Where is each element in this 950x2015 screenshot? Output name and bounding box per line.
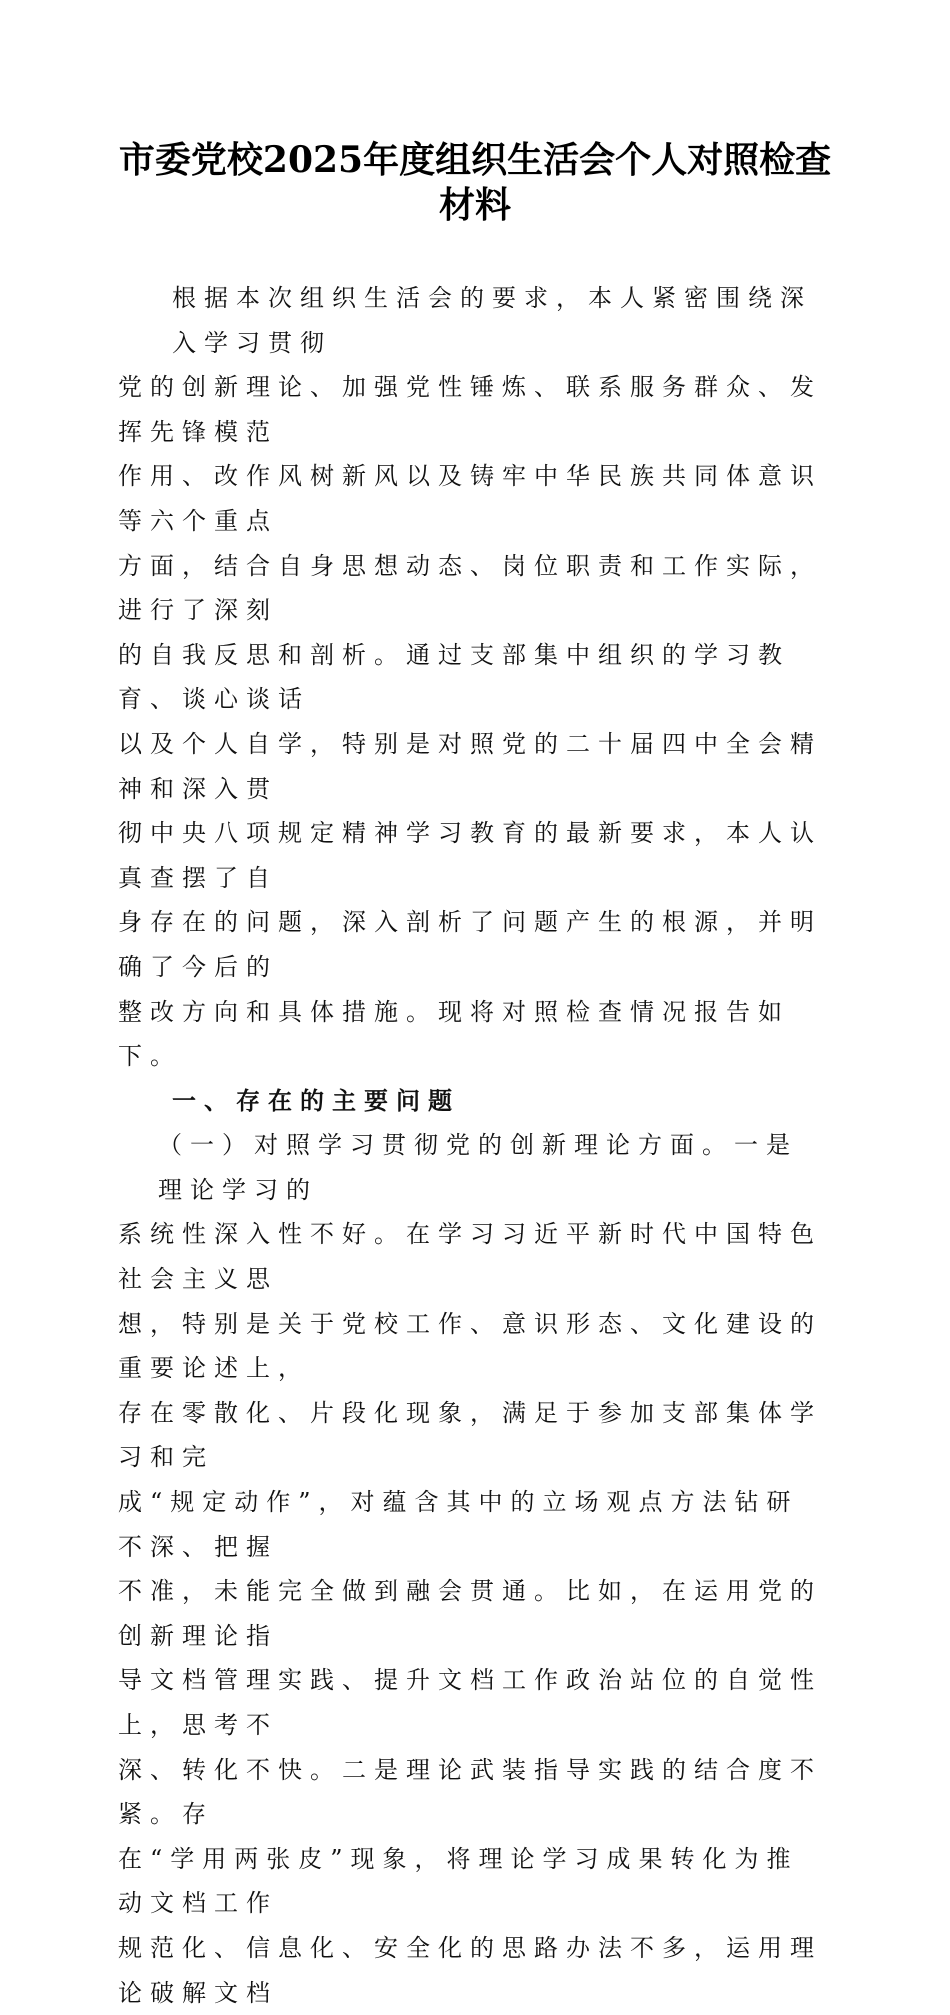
text-line: 在“学用两张皮”现象，将理论学习成果转化为推动文档工作 [118, 1844, 799, 1918]
text-line: 存在零散化、片段化现象，满足于参加支部集体学习和完 [118, 1398, 822, 1472]
text-line: 想，特别是关于党校工作、意识形态、文化建设的重要论述上， [118, 1309, 822, 1383]
intro-paragraph [118, 276, 828, 1079]
text-line: 导文档管理实践、提升文档工作政治站位的自觉性上，思考不 [118, 1666, 822, 1739]
text-line: 作用、改作风树新风以及铸牢中华民族共同体意识等六个重点 [118, 462, 822, 535]
title-line-2: 材料 [438, 184, 511, 226]
text-line: 成“规定动作”，对蕴含其中的立场观点方法钻研不深、把握 [118, 1488, 799, 1561]
text-line: 不准，未能完全做到融会贯通。比如，在运用党的创新理论指 [118, 1577, 822, 1650]
section-heading: 一、存在的主要问题 [172, 1086, 460, 1115]
text-line: 以及个人自学，特别是对照党的二十届四中全会精神和深入贯 [118, 729, 822, 803]
text-line: 方面，结合自身思想动态、岗位职责和工作实际，进行了深刻 [118, 551, 822, 625]
section-1-paragraph [118, 1123, 828, 2015]
text-line: 党的创新理论、加强党性锤炼、联系服务群众、发挥先锋模范 [118, 373, 822, 446]
text-line: 彻中央八项规定精神学习教育的最新要求，本人认真查摆了自 [118, 819, 822, 892]
text-line: 身存在的问题，深入剖析了问题产生的根源，并明确了今后的 [118, 908, 822, 981]
text-line: 深、转化不快。二是理论武装指导实践的结合度不紧。存 [118, 1755, 822, 1829]
document-body [118, 276, 828, 2015]
text-line: 系统性深入性不好。在学习习近平新时代中国特色社会主义思 [118, 1220, 822, 1294]
text-line: 的自我反思和剖析。通过支部集中组织的学习教育、谈心谈话 [118, 640, 790, 714]
text-line: 根据本次组织生活会的要求，本人紧密围绕深入学习贯彻 [172, 284, 812, 357]
title-line-1: 市委党校2025年度组织生活会个人对照检查 [118, 139, 832, 181]
text-line: 规范化、信息化、安全化的思路办法不多，运用理论破解文档 [118, 1933, 822, 2007]
text-line: 整改方向和具体措施。现将对照检查情况报告如下。 [118, 997, 790, 1071]
text-line: （一）对照学习贯彻党的创新理论方面。一是理论学习的 [158, 1131, 798, 1204]
